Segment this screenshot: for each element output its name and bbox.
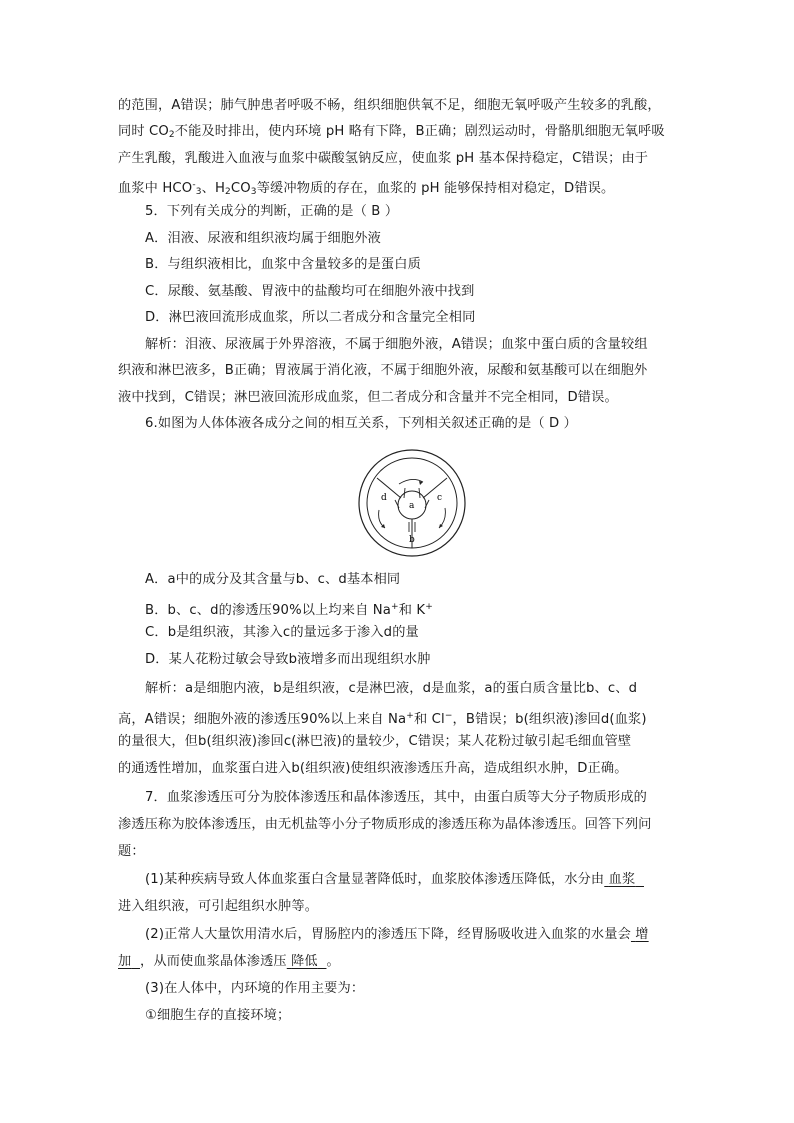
arrow-icon (419, 488, 420, 498)
sub-question-2: (2)正常人大量饮用清水后，胃肠腔内的渗透压下降，经胃肠吸收进入血浆的水量会 增 (145, 927, 649, 942)
divider-line (423, 478, 447, 498)
arrow-icon (404, 488, 405, 498)
sub-question-2: 加 ，从而使血浆晶体渗透压 降低 。 (118, 954, 340, 969)
explanation-6: 的通透性增加，血浆蛋白进入b(组织液)使组织液渗透压升高，造成组织水肿，D正确。 (118, 761, 628, 776)
text-line: 产生乳酸，乳酸进入血液与血浆中碳酸氢钠反应，使血浆 pH 基本保持稳定，C错误；由于 (118, 151, 649, 166)
body-fluid-diagram (357, 448, 467, 558)
explanation-6: 解析：a是细胞内液，b是组织液，c是淋巴液，d是血浆，a的蛋白质含量比b、c、d (145, 681, 638, 696)
answer-blank: 增 (635, 927, 649, 942)
option-a: A．a中的成分及其含量与b、c、d基本相同 (145, 572, 401, 587)
sub-question-3-item: ①细胞生存的直接环境； (145, 1008, 291, 1023)
sub-question-1: 进入组织液，可引起组织水肿等。 (118, 899, 319, 914)
text-line: 同时 $CO_2$不能及时排出，使内环境 pH 略有下降，B正确；剧烈运动时，骨骼肌细胞无氧呼吸 (118, 124, 665, 140)
question-5: 5．下列有关成分的判断，正确的是（ B ） (145, 204, 399, 219)
sub-question-3: (3)在人体中，内环境的作用主要为： (145, 981, 365, 996)
option-c: C．b是组织液，其渗入c的量远多于渗入d的量 (145, 625, 419, 640)
explanation-5: 解析：泪液、尿液属于外界溶液，不属于细胞外液，A错误；血浆中蛋白质的含量较组 (145, 337, 648, 352)
explanation-5: 织液和淋巴液多，B正确；胃液属于消化液，不属于细胞外液，尿酸和氨基酸可以在细胞外 (118, 363, 648, 378)
option-b: B．b、c、d的渗透压90%以上均来自 Na+和 K+ (145, 602, 433, 618)
option-d: D．淋巴液回流形成血浆，所以二者成分和含量完全相同 (145, 310, 476, 325)
text-line: 血浆中 $HCO^-_3$、$H_2CO_3$等缓冲物质的存在，血浆的 pH 能够保持相对稳定，D错误。 (118, 180, 615, 197)
explanation-6: 高，A错误；细胞外液的渗透压90%以上来自 Na+和 Cl−，B错误；b(组织液)渗回d(血浆) (118, 711, 647, 727)
answer-blank: 血浆 (608, 872, 636, 887)
explanation-6: 的量很大，但b(组织液)渗回c(淋巴液)的量较少，C错误；某人花粉过敏引起毛细血管壁 (118, 734, 632, 749)
question-7: 7．血浆渗透压可分为胶体渗透压和晶体渗透压，其中，由蛋白质等大分子物质形成的 (145, 790, 648, 805)
label-c: c (437, 493, 443, 503)
question-7: 题： (118, 844, 145, 859)
option-a: A．泪液、尿液和组织液均属于细胞外液 (145, 231, 381, 246)
text-line: 的范围，A错误；肺气肿患者呼吸不畅，组织细胞供氧不足，细胞无氧呼吸产生较多的乳酸， (118, 98, 661, 113)
option-d: D．某人花粉过敏会导致b液增多而出现组织水肿 (145, 652, 431, 667)
option-c: C．尿酸、氨基酸、胃液中的盐酸均可在细胞外液中找到 (145, 284, 475, 299)
sub-question-1: (1)某种疾病导致人体血浆蛋白含量显著降低时，血浆胶体渗透压降低，水分由 血浆 (145, 867, 644, 893)
question-7: 渗透压称为胶体渗透压，由无机盐等小分子物质形成的渗透压称为晶体渗透压。回答下列问 (118, 817, 652, 832)
option-b: B．与组织液相比，血浆中含量较多的是蛋白质 (145, 257, 421, 272)
label-a: a (409, 501, 415, 511)
label-d: d (381, 493, 387, 503)
question-6: 6.如图为人体体液各成分之间的相互关系，下列相关叙述正确的是（ D ） (145, 416, 577, 431)
explanation-5: 液中找到，C错误；淋巴液回流形成血浆，但二者成分和含量并不完全相同，D错误。 (118, 390, 618, 405)
answer-blank: 加 (118, 954, 132, 969)
arrow-icon (439, 524, 443, 528)
label-b: b (409, 535, 415, 545)
answer-blank: 降低 (291, 954, 318, 969)
